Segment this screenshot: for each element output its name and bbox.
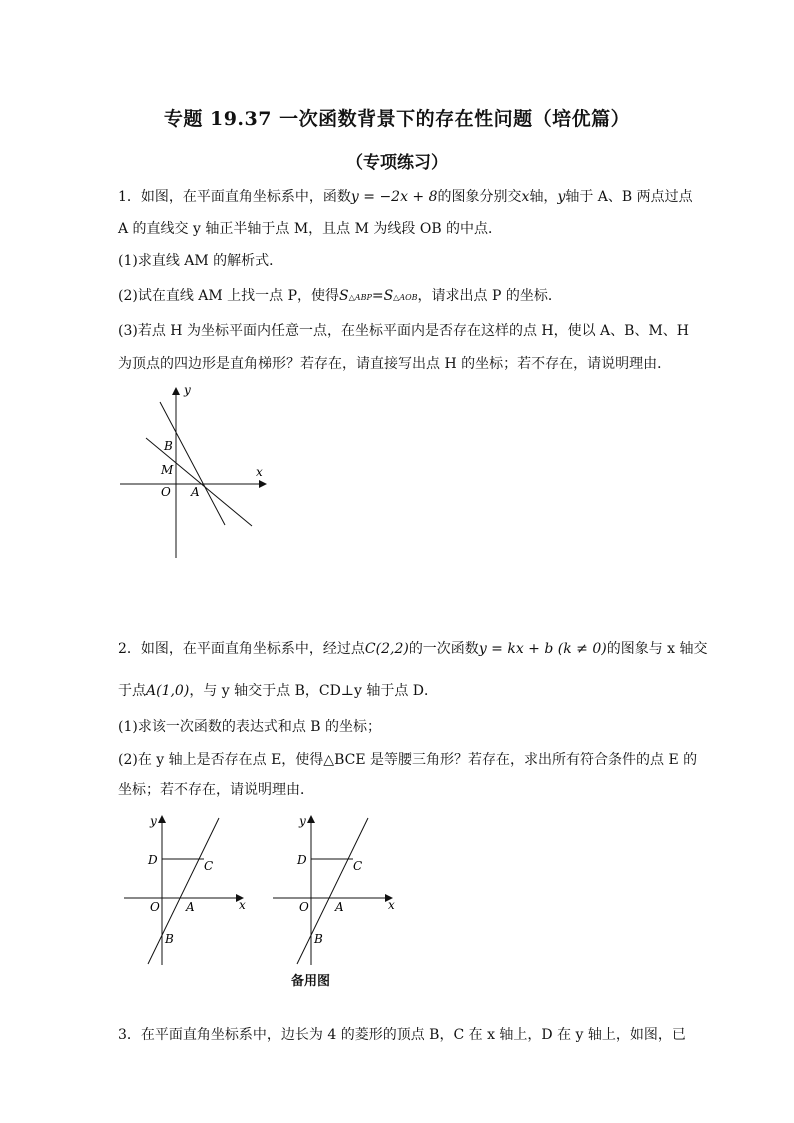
q3-line-1: 3．在平面直角坐标系中，边长为 4 的菱形的顶点 B，C 在 x 轴上，D 在 y 轴上，如图，已: [118, 1027, 686, 1043]
label-o: O: [161, 485, 171, 499]
q2-figure-backup: [267, 810, 402, 970]
point-c: C(2,2): [364, 641, 409, 657]
label-y: y: [299, 814, 306, 828]
label-y: y: [150, 814, 157, 828]
q2-line-4: (2)在 y 轴上是否存在点 E，使得△BCE 是等腰三角形？若存在，求出所有符合条件的点 E 的: [118, 752, 698, 768]
q1-x-var: x: [521, 189, 530, 205]
label-x: x: [256, 465, 263, 479]
q1-line-6: 为顶点的四边形是直角梯形？若存在，请直接写出点 H 的坐标；若不存在，请说明理由．: [118, 356, 672, 372]
q1-text: (2)试在直线 AM 上找一点 P，使得: [118, 288, 340, 304]
label-b: B: [165, 932, 174, 946]
q1-line-4: [118, 285, 562, 305]
q1-y-var: y: [557, 189, 566, 205]
point-a: A(1,0): [146, 683, 190, 699]
q2-figure-main: [118, 810, 253, 970]
label-a: A: [191, 485, 200, 499]
label-x: x: [239, 898, 246, 912]
q2-line-1: [118, 638, 708, 658]
label-y: y: [184, 383, 191, 397]
q1-text: 1．如图，在平面直角坐标系中，函数: [118, 189, 351, 205]
q2-text: 2．如图，在平面直角坐标系中，经过点: [118, 641, 365, 657]
line-bc: [297, 818, 368, 964]
area-s2-sub: △AOB: [393, 293, 418, 302]
area-s1: S: [339, 288, 349, 304]
q2-text: ，与 y 轴交于点 B，CD⊥y 轴于点 D．: [189, 683, 438, 699]
label-b: B: [164, 439, 173, 453]
line-bc: [148, 818, 219, 964]
q1-line-1: [118, 186, 693, 206]
q1-line-2: A 的直线交 y 轴正半轴于点 M，且点 M 为线段 OB 的中点．: [118, 221, 503, 237]
q1-text: 的图象分别交: [437, 189, 522, 205]
label-o: O: [150, 900, 160, 914]
q1-text: ，请求出点 P 的坐标．: [417, 288, 562, 304]
q1-function: y = −2x + 8: [350, 189, 438, 205]
q1-figure: [110, 380, 280, 565]
backup-figure-caption: 备用图: [291, 974, 331, 989]
q2-line-5: 坐标；若不存在，请说明理由．: [118, 782, 314, 798]
q2-text: 的一次函数: [408, 641, 479, 657]
q2-text: 的图象与 x 轴交: [606, 641, 708, 657]
label-c: C: [353, 859, 363, 873]
area-s1-sub: △ABP: [348, 293, 372, 302]
line-am: [146, 438, 252, 526]
label-b: B: [314, 932, 323, 946]
q1-text: 轴，: [529, 189, 558, 205]
page-title: 专题 19.37 一次函数背景下的存在性问题（培优篇）: [163, 108, 631, 130]
label-c: C: [204, 859, 214, 873]
q2-line-3: (1)求该一次函数的表达式和点 B 的坐标；: [118, 719, 382, 735]
label-m: M: [161, 463, 174, 477]
q2-text: 于点: [118, 683, 146, 699]
label-a: A: [335, 900, 344, 914]
label-d: D: [148, 853, 158, 867]
q1-text: 轴于 A、B 两点过点: [565, 189, 693, 205]
q2-line-2: [118, 680, 438, 700]
label-x: x: [388, 898, 395, 912]
q1-line-3: (1)求直线 AM 的解析式．: [118, 253, 284, 269]
q1-line-5: (3)若点 H 为坐标平面内任意一点，在坐标平面内是否存在这样的点 H，使以 A、B、M、H: [118, 323, 689, 339]
label-a: A: [186, 900, 195, 914]
page-subtitle: （专项练习）: [346, 153, 448, 173]
area-s2: S: [383, 288, 394, 304]
label-o: O: [299, 900, 309, 914]
q2-function: y = kx + b (k ≠ 0): [478, 641, 607, 657]
equals-sign: =: [371, 288, 384, 304]
label-d: D: [297, 853, 307, 867]
